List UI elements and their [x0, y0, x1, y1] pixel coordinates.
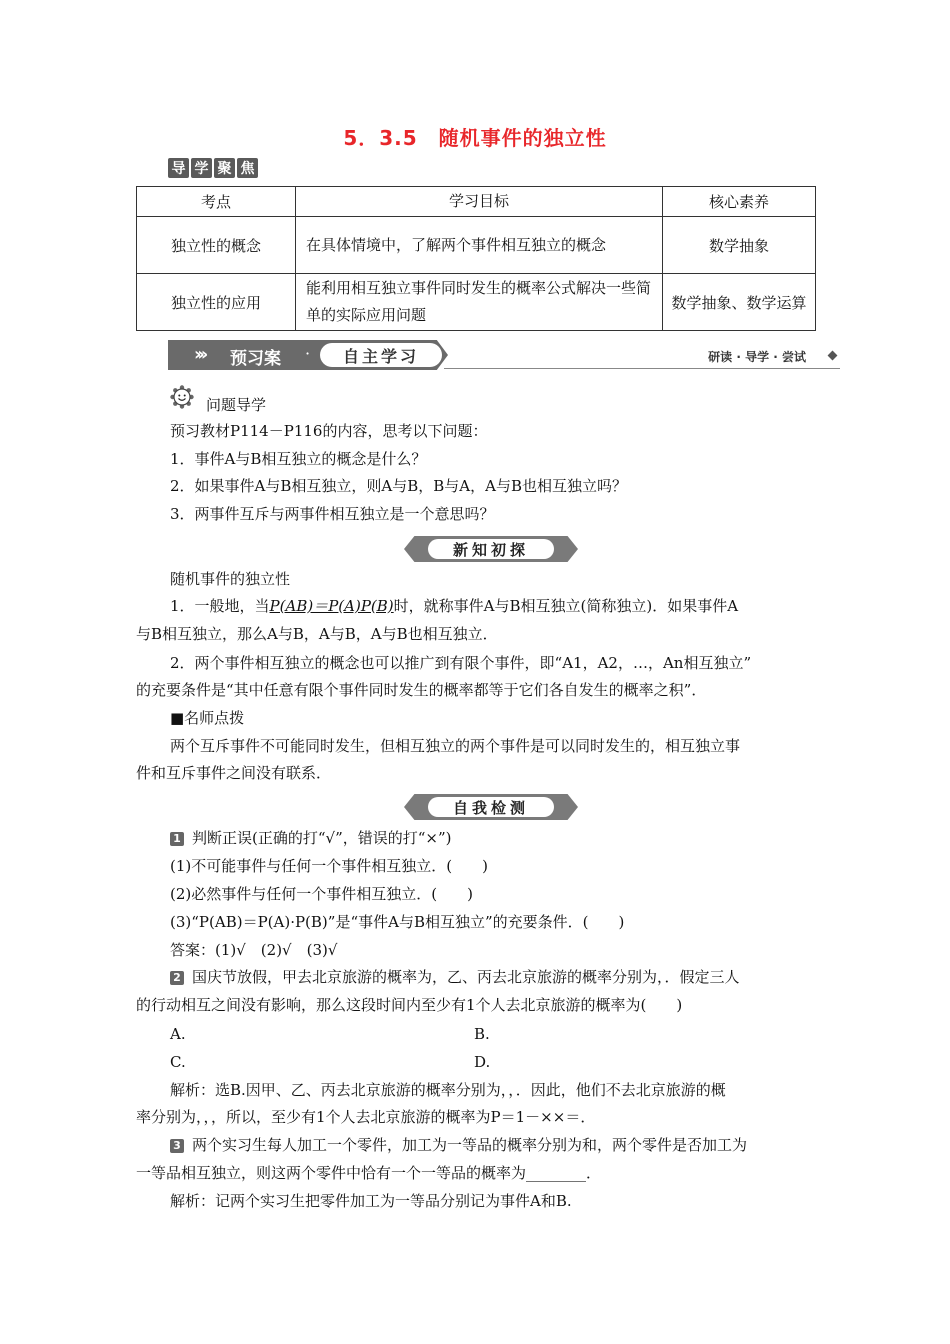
- guide-question: 3．两事件互斥与两事件相互独立是一个意思吗？: [170, 505, 495, 523]
- answer-line: 答案：(1)√ (2)√ (3)√: [170, 941, 338, 959]
- table-header-row: [137, 187, 816, 217]
- badge-char: 导: [168, 158, 189, 178]
- badge-char: 焦: [237, 158, 258, 178]
- cell-point: 独立性的概念: [137, 217, 296, 274]
- question-text: 两个实习生每人加工一个零件，加工为一等品的概率分别为和，两个零件是否加工为: [192, 1136, 748, 1154]
- question-text: 判断正误(正确的打“√”，错误的打“×”): [192, 829, 452, 847]
- cell-literacy: 数学抽象、数学运算: [663, 274, 816, 331]
- question-number: 2: [170, 971, 184, 985]
- text-run: 时，就称事件A与B相互独立(简称独立)．如果事件A: [393, 597, 739, 615]
- question-text: 一等品相互独立，则这两个零件中恰有一个一等品的概率为________．: [136, 1164, 602, 1182]
- header-goal: 学习目标: [296, 187, 663, 217]
- option-a: A.: [170, 1025, 186, 1043]
- banner-pill-label: 自主学习: [320, 343, 442, 367]
- self-check-tag: [404, 794, 578, 820]
- knowledge-paragraph: 的充要条件是“其中任意有限个事件同时发生的概率都等于它们各自发生的概率之积”．: [136, 681, 707, 699]
- tip-paragraph: 件和互斥事件之间没有联系．: [136, 764, 332, 782]
- question-1-heading: [170, 827, 452, 849]
- smiley-icon: [170, 385, 194, 409]
- guide-intro: 预习教材P114－P116的内容，思考以下问题：: [170, 422, 488, 440]
- formula-underlined: P(AB)＝P(A)P(B): [269, 597, 394, 615]
- header-point: 考点: [137, 187, 296, 217]
- preview-banner: [168, 340, 840, 370]
- page-title: 5．3.5 随机事件的独立性: [343, 126, 607, 150]
- option-b: B.: [474, 1025, 490, 1043]
- option-c: C.: [170, 1053, 186, 1071]
- diamond-icon: [828, 351, 838, 361]
- question-item: (3)“P(AB)＝P(A)·P(B)”是“事件A与B相互独立”的充要条件．( ): [170, 913, 625, 931]
- question-item: (1)不可能事件与任何一个事件相互独立．( ): [170, 857, 488, 875]
- tip-heading: ■名师点拨: [170, 709, 245, 727]
- chevron-right-icon: ›››: [194, 344, 205, 365]
- question-text: 的行动相互之间没有影响，那么这段时间内至少有1个人去北京旅游的概率为( ): [136, 996, 683, 1014]
- solution-text: 率分别为，，，所以，至少有1个人去北京旅游的概率为P＝1－××＝．: [136, 1108, 596, 1126]
- question-item: (2)必然事件与任何一个事件相互独立．( ): [170, 885, 473, 903]
- cell-goal: 在具体情境中，了解两个事件相互独立的概念: [296, 217, 663, 274]
- guide-heading: 问题导学: [206, 396, 267, 414]
- new-knowledge-tag: [404, 536, 578, 562]
- banner-rule: [444, 368, 840, 369]
- solution-text: 解析：选B.因甲、乙、丙去北京旅游的概率分别为，，．因此，他们不去北京旅游的概: [170, 1081, 726, 1099]
- table-row: [137, 274, 816, 331]
- tag-label: 新知初探: [428, 539, 554, 559]
- knowledge-heading: 随机事件的独立性: [170, 570, 291, 588]
- badge-char: 聚: [214, 158, 235, 178]
- banner-separator: ·: [305, 344, 311, 363]
- guide-question: 1．事件A与B相互独立的概念是什么？: [170, 450, 427, 468]
- tip-paragraph: 两个互斥事件不可能同时发生，但相互独立的两个事件是可以同时发生的，相互独立事: [170, 737, 741, 755]
- table-row: [137, 217, 816, 274]
- tag-label: 自我检测: [428, 797, 554, 817]
- banner-subtitle: 研读 · 导学 · 尝试: [708, 350, 806, 364]
- knowledge-paragraph: [170, 595, 738, 617]
- knowledge-paragraph: 与B相互独立，那么A与B，A与B，A与B也相互独立．: [136, 625, 498, 643]
- goals-table: [136, 186, 816, 331]
- knowledge-paragraph: 2．两个事件相互独立的概念也可以推广到有限个事件，即“A1，A2，…，An相互独立”: [170, 654, 752, 672]
- solution-text: 解析：记两个实习生把零件加工为一等品分别记为事件A和B.: [170, 1192, 572, 1210]
- cell-literacy: 数学抽象: [663, 217, 816, 274]
- badge-char: 学: [191, 158, 212, 178]
- cell-goal: 能利用相互独立事件同时发生的概率公式解决一些简单的实际应用问题: [296, 274, 663, 331]
- guide-question: 2．如果事件A与B相互独立，则A与B，B与A，A与B也相互独立吗？: [170, 477, 627, 495]
- question-number: 1: [170, 832, 184, 846]
- option-d: D.: [474, 1053, 491, 1071]
- guide-focus-badge: [168, 158, 258, 178]
- question-2-line: [170, 966, 740, 988]
- question-3-line: [170, 1134, 747, 1156]
- question-text: 国庆节放假，甲去北京旅游的概率为，乙、丙去北京旅游的概率分别为，．假定三人: [192, 968, 740, 986]
- cell-point: 独立性的应用: [137, 274, 296, 331]
- banner-label: 预习案: [230, 349, 281, 369]
- header-literacy: 核心素养: [663, 187, 816, 217]
- question-number: 3: [170, 1139, 184, 1153]
- text-run: 1．一般地，当: [170, 597, 270, 615]
